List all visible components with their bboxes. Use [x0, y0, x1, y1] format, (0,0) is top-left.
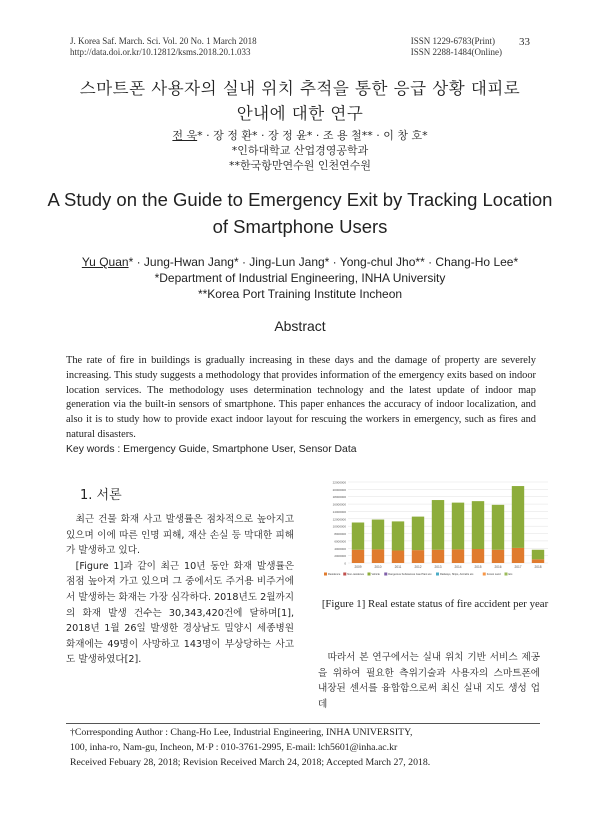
- issn-online: ISSN 2288-1484(Online): [410, 47, 502, 57]
- korean-coauthors: * · 장 정 환* · 장 정 윤* · 조 용 철** · 이 창 호*: [197, 129, 428, 142]
- journal-info: [70, 36, 257, 58]
- doi-link[interactable]: http://data.doi.or.kr/10.12812/ksms.2018.20.1.033: [70, 47, 251, 57]
- abstract-text: The rate of fire in buildings is gradually increasing in these days and the damage of property are severely increasing. This study suggests a methodology that provides information of the emergency exits based on indoor location services. The methodology uses determination technology and the latest update of indoor map generation via the built-in sensors of smartphone. This paper enhances the accuracy of indoor localization, and also it is to study how to provide exact indoor layout for rescuing the workers in emergency, such as fires and natural disasters.: [66, 355, 536, 440]
- bar-segment-top: [492, 505, 504, 550]
- english-first-author: Yu Quan: [81, 255, 129, 269]
- footnote-corresponding: †Corresponding Author : Chang-Ho Lee, Industrial Engineering, INHA UNIVERSITY,: [70, 727, 413, 738]
- bar-segment-top: [352, 523, 364, 550]
- legend-swatch: [324, 573, 327, 576]
- english-title-line2: of Smartphone Users: [212, 216, 388, 237]
- bar-segment-bottom: [412, 550, 424, 563]
- fire-accident-bar-chart: [318, 478, 552, 581]
- footnote-rule: [66, 723, 540, 724]
- x-tick-label: 2015: [474, 565, 482, 569]
- x-tick-label: 2011: [394, 565, 402, 569]
- bar-segment-top: [532, 550, 544, 560]
- korean-title: [0, 76, 600, 126]
- korean-authors: [0, 128, 600, 143]
- footnote: [70, 725, 540, 771]
- y-tick-label: 18000000: [332, 495, 346, 500]
- bar-segment-bottom: [512, 548, 524, 563]
- abstract-heading: Abstract: [274, 318, 326, 334]
- footnote-address: 100, inha-ro, Nam-gu, Incheon, M·P : 010-3761-2995, E-mail: lch5601@inha.ac.kr: [70, 742, 398, 754]
- issn-info: [411, 36, 502, 58]
- legend-label: Forest Land: [486, 573, 501, 576]
- english-authors-block: [0, 254, 600, 302]
- bar-segment-bottom: [472, 549, 484, 563]
- english-affiliation-1: *Department of Industrial Engineering, INHA University: [154, 271, 446, 285]
- x-tick-label: 2018: [534, 565, 542, 569]
- y-tick-label: 2000000: [334, 554, 346, 559]
- footnote-received: Received Febuary 28, 2018; Revision Received March 24, 2018; Accepted March 27, 2018.: [70, 757, 431, 769]
- legend-swatch: [436, 573, 439, 576]
- x-tick-label: 2012: [414, 565, 422, 569]
- korean-affiliation-2: **한국항만연수원 인천연수원: [228, 159, 371, 172]
- bar-segment-top: [372, 520, 384, 550]
- keywords: Key words : Emergency Guide, Smartphone User, Sensor Data: [66, 444, 357, 455]
- legend-label: Residence: [328, 573, 341, 576]
- y-tick-label: 22000000: [332, 480, 346, 485]
- paragraph-1: 최근 건물 화재 사고 발생률은 점차적으로 높아지고 있으며 이에 따른 인명 피해, 재산 손실 등 막대한 피해가 발생하고 있다.: [66, 514, 294, 557]
- bar-segment-top: [432, 500, 444, 550]
- bar-segment-top: [512, 486, 524, 548]
- y-tick-label: 8000000: [334, 532, 346, 537]
- legend-label: Vehicle: [371, 573, 380, 576]
- y-tick-label: 12000000: [332, 517, 346, 522]
- x-tick-label: 2010: [374, 565, 382, 569]
- bar-segment-bottom: [392, 550, 404, 563]
- x-tick-label: 2014: [454, 565, 462, 569]
- korean-affiliation-1: *인하대학교 산업경영공학과: [231, 144, 369, 157]
- legend-label: Railways, Ships, Aircrafts etc.: [440, 573, 475, 576]
- korean-authors-block: [0, 128, 600, 173]
- y-tick-label: 14000000: [332, 509, 346, 514]
- legend-swatch: [368, 573, 371, 576]
- english-authors: [0, 254, 600, 270]
- legend-label: Non-residence: [347, 573, 365, 576]
- y-tick-label: 6000000: [334, 539, 346, 544]
- korean-title-line2: 안내에 대한 연구: [236, 104, 364, 123]
- english-title-line1: A Study on the Guide to Emergency Exit by Tracking Location: [47, 189, 553, 210]
- legend-swatch: [505, 573, 508, 576]
- english-coauthors: * · Jung-Hwan Jang* · Jing-Lun Jang* · Yong-chul Jho** · Chang-Ho Lee*: [128, 255, 519, 269]
- legend-label: Etc.: [508, 573, 513, 576]
- bar-segment-bottom: [372, 549, 384, 563]
- right-column-text: 따라서 본 연구에서는 실내 위치 기반 서비스 제공을 위하여 필요한 측위기술과 사용자의 스마트폰에 내장된 센서를 융합함으로써 최신 실내 지도 생성 업데: [318, 652, 540, 710]
- issn-print: ISSN 1229-6783(Print): [410, 36, 496, 46]
- bar-segment-bottom: [452, 549, 464, 563]
- english-affiliation-2: **Korea Port Training Institute Incheon: [197, 287, 403, 301]
- x-tick-label: 2009: [354, 565, 362, 569]
- korean-title-line1: 스마트폰 사용자의 실내 위치 추적을 통한 응급 상황 대피로: [79, 79, 521, 98]
- bar-segment-top: [452, 503, 464, 550]
- running-header: [70, 36, 530, 60]
- legend-label: Dangerous Substances Gas Plant etc.: [388, 573, 433, 576]
- bar-segment-bottom: [432, 550, 444, 563]
- legend-swatch: [384, 573, 387, 576]
- bar-segment-top: [472, 501, 484, 549]
- korean-first-author: 전 욱: [172, 129, 198, 142]
- legend-swatch: [343, 573, 346, 576]
- x-tick-label: 2013: [434, 565, 442, 569]
- bar-segment-top: [412, 517, 424, 551]
- x-tick-label: 2017: [514, 565, 522, 569]
- y-tick-label: 16000000: [332, 502, 346, 507]
- figure-caption: [Figure 1] Real estate status of fire accident per year: [321, 598, 549, 610]
- bar-segment-bottom: [352, 550, 364, 563]
- y-tick-label: 10000000: [332, 524, 346, 529]
- bar-segment-bottom: [532, 559, 544, 563]
- english-title: [0, 186, 600, 240]
- y-tick-label: 4000000: [334, 546, 346, 551]
- x-tick-label: 2016: [494, 565, 502, 569]
- bar-segment-top: [392, 521, 404, 550]
- bar-segment-bottom: [492, 550, 504, 563]
- section-heading: 1. 서론: [80, 488, 122, 503]
- page-number: 33: [519, 36, 530, 48]
- journal-citation: J. Korea Saf. March. Sci. Vol. 20 No. 1 March 2018: [70, 36, 257, 46]
- paragraph-2: [Figure 1]과 같이 최근 10년 동안 화재 발생률은 점점 높아져 가고 있으며 그 중에서도 주거용 비주거에서 발생하는 화재는 가장 심각하다. 2018년도 2월까지의 화재 발생 건수는 30,343,420건에 달하며[1], 2018년 1월 26일 발생한 경상남도 밀양시 세종병원 화재에는 49명이 사망하고 143명이 부상당하는 사고도 발생하였다[2].: [66, 560, 294, 666]
- legend-swatch: [483, 573, 486, 576]
- y-tick-label: 20000000: [332, 487, 346, 492]
- y-tick-label: 0: [344, 561, 346, 566]
- left-column-text: [66, 512, 294, 668]
